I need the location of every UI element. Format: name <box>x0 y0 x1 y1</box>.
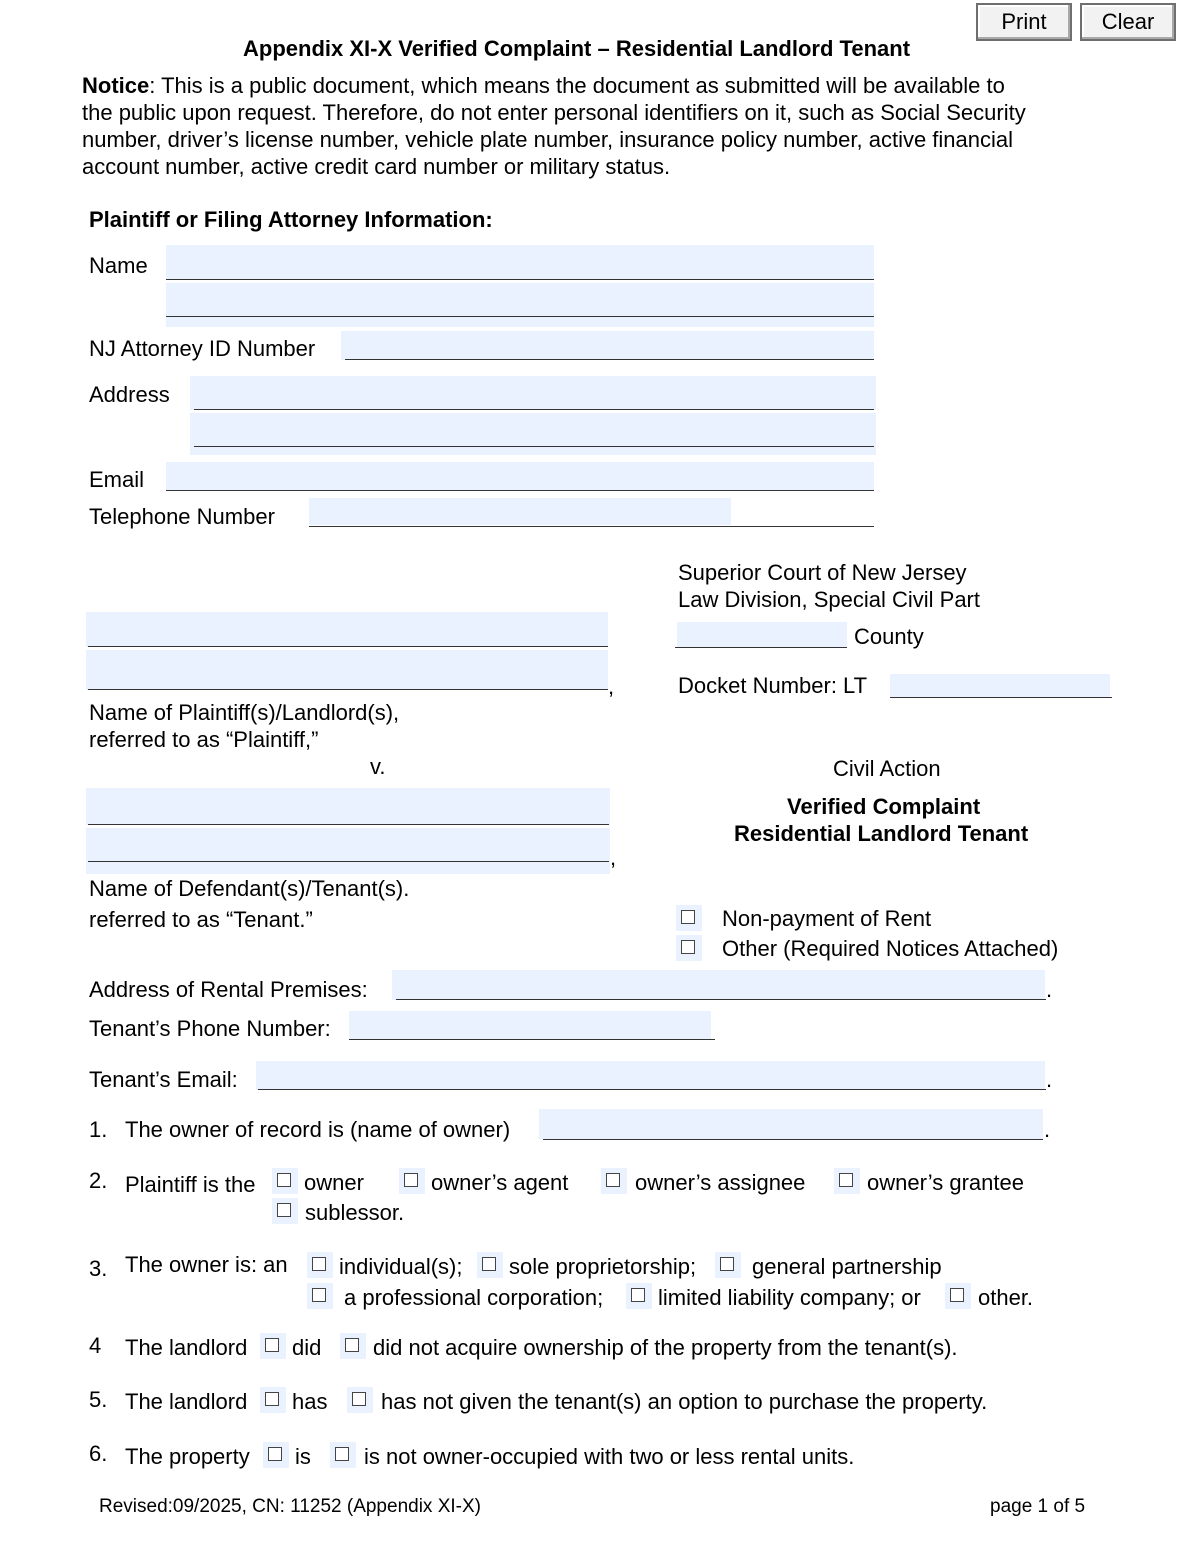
sublessor-checkbox[interactable] <box>272 1198 298 1224</box>
owner-checkbox[interactable] <box>272 1168 298 1194</box>
professional-corporation-label: a professional corporation; <box>344 1285 604 1310</box>
docket-label: Docket Number: LT <box>678 673 868 698</box>
email-underline <box>166 490 874 491</box>
address-underline-1 <box>194 409 874 410</box>
owners-agent-checkbox[interactable] <box>399 1168 425 1194</box>
owners-agent-label: owner’s agent <box>431 1170 569 1195</box>
notice-text-1: : This is a public document, which means the document as submitted will be available to <box>149 73 1005 98</box>
notice-line-3: number, driver’s license number, vehicle plate number, insurance policy number, active financial <box>82 127 1014 152</box>
county-label: County <box>854 624 924 649</box>
name-field-2[interactable] <box>166 283 874 327</box>
defendant-name-underline-1 <box>88 824 609 825</box>
item-3-number: 3. <box>89 1256 108 1281</box>
docket-field[interactable] <box>890 674 1110 697</box>
attorney-id-field[interactable] <box>341 331 874 360</box>
phone-field[interactable] <box>309 498 731 525</box>
item-1-text: The owner of record is (name of owner) <box>125 1117 511 1142</box>
general-partnership-label: general partnership <box>752 1254 942 1279</box>
sole-proprietorship-checkbox[interactable] <box>477 1252 503 1278</box>
complaint-heading-2: Residential Landlord Tenant <box>734 821 1029 846</box>
attorney-id-label: NJ Attorney ID Number <box>89 336 316 361</box>
email-field[interactable] <box>166 462 874 491</box>
individual-label: individual(s); <box>339 1254 463 1279</box>
notice-line-4: account number, active credit card number or military status. <box>82 154 671 179</box>
address-field-1[interactable] <box>190 376 876 410</box>
other-owner-type-label: other. <box>978 1285 1034 1310</box>
phone-underline <box>309 526 874 527</box>
defendant-comma: , <box>610 845 617 870</box>
owners-assignee-checkbox[interactable] <box>601 1168 627 1194</box>
attorney-id-underline <box>345 359 874 360</box>
name-label: Name <box>89 253 148 278</box>
llc-checkbox[interactable] <box>626 1283 652 1309</box>
has-option-checkbox[interactable] <box>260 1387 286 1413</box>
is-not-owner-occupied-checkbox[interactable] <box>330 1442 356 1468</box>
county-underline <box>675 647 847 648</box>
has-option-label: has <box>292 1389 328 1414</box>
court-name: Superior Court of New Jersey <box>678 560 967 585</box>
nonpayment-label: Non-payment of Rent <box>722 906 932 931</box>
owner-name-field[interactable] <box>539 1109 1043 1139</box>
plaintiff-name-underline-1 <box>88 646 608 647</box>
sublessor-label: sublessor. <box>305 1200 405 1225</box>
tenant-phone-field[interactable] <box>349 1011 711 1039</box>
notice-line-2: the public upon request. Therefore, do not enter personal identifiers on it, such as Social Security <box>82 100 1026 125</box>
item-4-number: 4 <box>89 1333 102 1358</box>
did-acquire-checkbox[interactable] <box>260 1333 286 1359</box>
owners-grantee-label: owner’s grantee <box>867 1170 1024 1195</box>
plaintiff-section-heading: Plaintiff or Filing Attorney Information: <box>89 207 493 232</box>
other-notices-checkbox[interactable] <box>676 935 702 961</box>
individual-checkbox[interactable] <box>307 1252 333 1278</box>
item-5-number: 5. <box>89 1387 108 1412</box>
did-acquire-label: did <box>292 1335 322 1360</box>
item-6-number: 6. <box>89 1441 108 1466</box>
tenant-email-field[interactable] <box>256 1061 1045 1090</box>
name-underline-2 <box>166 316 874 317</box>
defendant-caption-2: referred to as “Tenant.” <box>89 907 313 932</box>
plaintiff-caption-1: Name of Plaintiff(s)/Landlord(s), <box>89 700 400 725</box>
clear-button[interactable]: Clear <box>1080 3 1176 41</box>
notice-line-1 <box>82 73 1005 99</box>
address-underline-2 <box>194 446 874 447</box>
did-not-acquire-label: did not acquire ownership of the property from the tenant(s). <box>373 1335 958 1360</box>
general-partnership-checkbox[interactable] <box>715 1252 741 1278</box>
item-1-period: . <box>1044 1117 1051 1142</box>
owners-assignee-label: owner’s assignee <box>635 1170 806 1195</box>
item-2-lead: Plaintiff is the <box>125 1172 256 1197</box>
item-5-lead: The landlord <box>125 1389 248 1414</box>
court-division: Law Division, Special Civil Part <box>678 587 980 612</box>
name-underline-1 <box>166 279 874 280</box>
other-notices-label: Other (Required Notices Attached) <box>722 936 1059 961</box>
rental-address-period: . <box>1046 977 1053 1002</box>
plaintiff-name-underline-2 <box>88 689 608 690</box>
tenant-phone-underline <box>349 1039 715 1040</box>
revision-footer: Revised:09/2025, CN: 11252 (Appendix XI-X) <box>99 1496 481 1517</box>
email-label: Email <box>89 467 145 492</box>
owners-grantee-checkbox[interactable] <box>834 1168 860 1194</box>
has-not-option-label: has not given the tenant(s) an option to purchase the property. <box>381 1389 988 1414</box>
is-owner-occupied-checkbox[interactable] <box>263 1442 289 1468</box>
defendant-caption-1: Name of Defendant(s)/Tenant(s). <box>89 876 410 901</box>
plaintiff-comma: , <box>608 674 615 699</box>
did-not-acquire-checkbox[interactable] <box>340 1333 366 1359</box>
defendant-name-underline-2 <box>88 861 609 862</box>
tenant-email-period: . <box>1046 1067 1053 1092</box>
county-field[interactable] <box>677 622 847 647</box>
nonpayment-checkbox[interactable] <box>676 905 702 931</box>
professional-corporation-checkbox[interactable] <box>307 1283 333 1309</box>
page-number: page 1 of 5 <box>990 1496 1086 1517</box>
plaintiff-name-field-1[interactable] <box>86 612 608 647</box>
item-1-number: 1. <box>89 1117 108 1142</box>
has-not-option-checkbox[interactable] <box>347 1387 373 1413</box>
docket-underline <box>890 697 1112 698</box>
item-4-lead: The landlord <box>125 1335 248 1360</box>
phone-label: Telephone Number <box>89 504 275 529</box>
complaint-heading-1: Verified Complaint <box>787 794 981 819</box>
address-label: Address <box>89 382 170 407</box>
item-2-number: 2. <box>89 1168 108 1193</box>
print-button[interactable]: Print <box>976 3 1072 41</box>
civil-action-label: Civil Action <box>833 756 941 781</box>
other-owner-type-checkbox[interactable] <box>945 1283 971 1309</box>
defendant-name-field-1[interactable] <box>86 788 610 825</box>
item-6-lead: The property <box>125 1444 250 1469</box>
is-owner-occupied-label: is <box>295 1444 311 1469</box>
versus-text: v. <box>370 754 386 779</box>
tenant-email-label: Tenant’s Email: <box>89 1067 238 1092</box>
sole-proprietorship-label: sole proprietorship; <box>509 1254 697 1279</box>
page-title: Appendix XI-X Verified Complaint – Residential Landlord Tenant <box>243 36 911 61</box>
tenant-phone-label: Tenant’s Phone Number: <box>89 1016 331 1041</box>
plaintiff-caption-2: referred to as “Plaintiff,” <box>89 727 319 752</box>
tenant-email-underline <box>258 1089 1046 1090</box>
item-3-lead: The owner is: an <box>125 1252 288 1277</box>
defendant-name-field-2[interactable] <box>86 828 610 874</box>
plaintiff-name-field-2[interactable] <box>86 650 608 690</box>
is-not-owner-occupied-label: is not owner-occupied with two or less rental units. <box>364 1444 855 1469</box>
llc-label: limited liability company; or <box>658 1285 921 1310</box>
rental-address-field[interactable] <box>392 970 1045 1000</box>
notice-label: Notice <box>82 73 150 98</box>
rental-address-underline <box>396 999 1046 1000</box>
owner-name-underline <box>543 1139 1043 1140</box>
owner-label: owner <box>304 1170 364 1195</box>
address-field-2[interactable] <box>190 413 876 455</box>
name-field-1[interactable] <box>166 245 874 280</box>
rental-address-label: Address of Rental Premises: <box>89 977 368 1002</box>
